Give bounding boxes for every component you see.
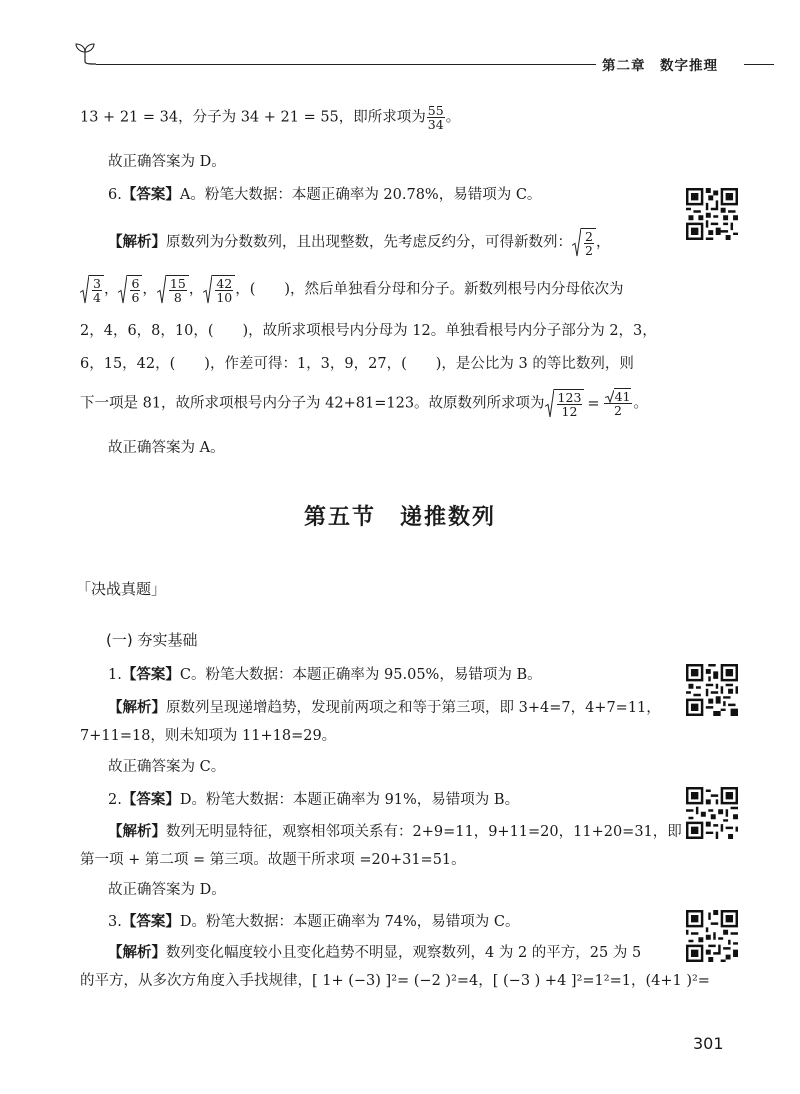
answer-line — [108, 911, 520, 933]
sqrt-fraction — [118, 275, 142, 304]
header-rule-tail — [744, 64, 774, 65]
question-number: 3. — [108, 914, 122, 930]
analysis-text: 下一项是 81，故所求项根号内分子为 42+81=123。故原数列所求项为 — [80, 395, 545, 412]
analysis-text: 数列变化幅度较小且变化趋势不明显，观察数列，4 为 2 的平方，25 为 5 — [166, 945, 642, 961]
qr-code-icon — [686, 188, 738, 240]
section-name: 递推数列 — [400, 505, 497, 530]
answer-text: A。粉笔大数据：本题正确率为 20.78%，易错项为 C。 — [179, 187, 542, 203]
qr-code-icon — [686, 787, 738, 839]
sqrt-fraction — [80, 275, 104, 304]
analysis-line: 第一项 + 第二项 = 第三项。故题干所求项 =20+31=51。 — [80, 852, 466, 868]
analysis-text: 原数列呈现递增趋势，发现前两项之和等于第三项，即 3+4=7，4+7=11， — [166, 700, 661, 716]
analysis-line — [108, 697, 661, 719]
analysis-line — [108, 821, 682, 843]
numerator: 42 — [216, 276, 233, 291]
denominator: 2 — [614, 403, 622, 418]
numerator: 55 — [427, 103, 444, 118]
analysis-line: 7+11=18，则未知项为 11+18=29。 — [80, 728, 337, 744]
analysis-text: 原数列为分数数列，且出现整数，先考虑反约分，可得新数列： — [166, 234, 572, 251]
leaf-ornament-icon — [72, 40, 98, 66]
text-line: 故正确答案为 D。 — [108, 154, 226, 170]
text-line: 故正确答案为 A。 — [108, 440, 225, 456]
denominator: 2 — [585, 243, 593, 258]
analysis-line: 的平方，从多次方角度入手找规律，[ 1+ (−3) ]²= (−2 )²=4，[ (−3 ) +4 ]²=1²=1，(4+1 )²= — [80, 973, 710, 989]
answer-tag: 【答案】 — [121, 666, 180, 683]
section-number: 第五节 — [303, 505, 376, 530]
text-line: 故正确答案为 D。 — [108, 882, 226, 898]
question-number: 2. — [108, 792, 122, 808]
analysis-line: $\frac{3}{4}$ ， $\frac{6}{6}$ ， $\frac{15}{8}$ ， $\frac{42}{10}$ ，( )，然后单独看分母和分子。新数列根号内分母依次为 — [80, 275, 624, 304]
denominator: 34 — [427, 117, 444, 132]
analysis-tag: 【解析】 — [108, 699, 166, 716]
sqrt-fraction — [203, 275, 235, 304]
numerator: 2 — [585, 229, 593, 244]
question-number: 1. — [108, 667, 122, 683]
zhenti-heading: 「决战真题」 — [76, 580, 167, 598]
numerator: 3 — [93, 276, 101, 291]
analysis-line — [80, 389, 648, 418]
question-number: 6. — [108, 187, 122, 203]
page-number: 301 — [693, 1034, 724, 1053]
answer-tag: 【答案】 — [121, 791, 180, 808]
qr-code-icon — [686, 664, 738, 716]
chapter-header: 第二章 数字推理 — [602, 58, 718, 74]
numerator: 41 — [614, 389, 631, 404]
denominator: 10 — [216, 290, 233, 305]
analysis-tag: 【解析】 — [108, 233, 166, 251]
analysis-text: 数列无明显特征，观察相邻项关系有：2+9=11，9+11=20，11+20=31，即 — [166, 824, 682, 840]
analysis-line: 6，15，42，( )，作差可得：1，3，9，27，( )，是公比为 3 的等比数列，则 — [80, 356, 634, 372]
answer-line — [108, 664, 542, 686]
answer-tag: 【答案】 — [121, 186, 180, 203]
section-title — [0, 500, 800, 531]
analysis-text: ，( )，然后单独看分母和分子。新数列根号内分母依次为 — [235, 281, 624, 298]
numerator: 15 — [169, 276, 186, 291]
sqrt-fraction — [545, 389, 585, 418]
analysis-tag: 【解析】 — [108, 823, 166, 840]
fraction — [427, 104, 445, 131]
denominator: 12 — [561, 404, 578, 419]
answer-text: D。粉笔大数据：本题正确率为 74%，易错项为 C。 — [179, 914, 520, 930]
zhenti-label: 决战真题 — [91, 580, 152, 598]
numerator: 6 — [131, 276, 140, 291]
numerator: 123 — [557, 390, 582, 405]
text: 13 + 21 = 34，分子为 34 + 21 = 55，即所求项为 — [80, 109, 426, 126]
denominator: 8 — [173, 290, 182, 305]
analysis-line: 2，4，6，8，10，( )，故所求项根号内分母为 12。单独看根号内分子部分为 2，3， — [80, 323, 657, 339]
answer-text: C。粉笔大数据：本题正确率为 95.05%，易错项为 B。 — [179, 667, 542, 683]
denominator: 4 — [93, 290, 101, 305]
analysis-line: 【解析】原数列为分数数列，且出现整数，先考虑反约分，可得新数列： $\frac{2}{2}$ ， — [108, 229, 611, 258]
answer-tag: 【答案】 — [121, 913, 180, 930]
header-rule — [96, 64, 596, 65]
sqrt-fraction — [157, 275, 189, 304]
answer-line — [108, 184, 541, 206]
sqrt-fraction — [572, 228, 596, 257]
subsection-heading: (一) 夯实基础 — [106, 631, 198, 649]
text-line: 故正确答案为 C。 — [108, 759, 226, 775]
text: 。 — [445, 109, 461, 126]
denominator: 6 — [131, 290, 140, 305]
fraction — [604, 390, 633, 417]
text: 。 — [633, 395, 648, 412]
answer-line — [108, 789, 519, 811]
analysis-line — [108, 942, 641, 964]
qr-code-icon — [686, 910, 738, 962]
text-line — [80, 104, 460, 131]
answer-text: D。粉笔大数据：本题正确率为 91%，易错项为 B。 — [179, 792, 520, 808]
equals-sign: = — [587, 395, 600, 412]
analysis-tag: 【解析】 — [108, 944, 166, 961]
